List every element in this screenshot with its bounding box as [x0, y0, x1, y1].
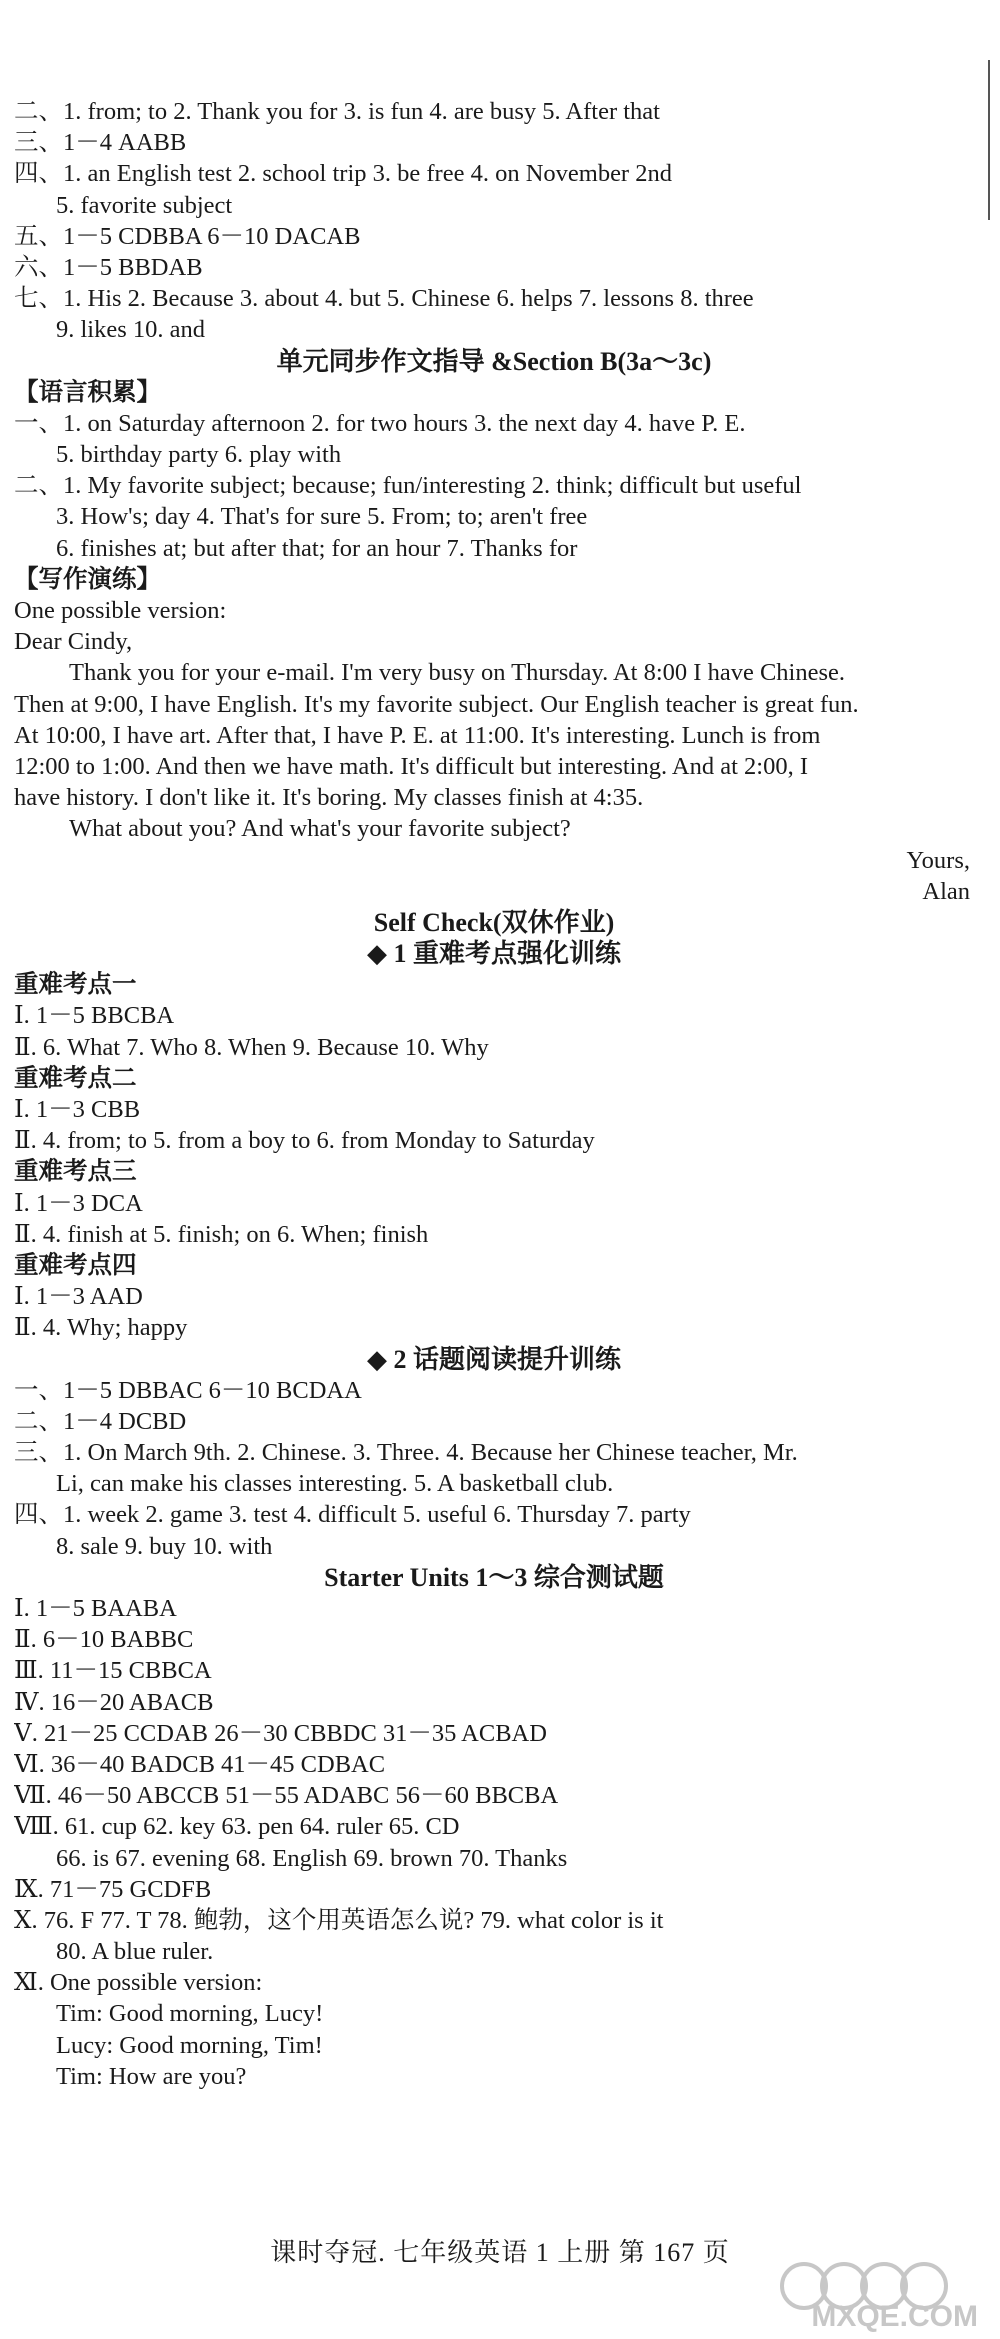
- answer-line: Li, can make his classes interesting. 5. A basketball club.: [56, 1470, 614, 1498]
- answer-line: Ⅱ. 6－10 BABBC: [14, 1626, 194, 1654]
- answer-line: Starter Units 1～3 综合测试题: [324, 1562, 664, 1592]
- answer-line: 一、1－5 DBBAC 6－10 BCDAA: [14, 1376, 362, 1404]
- answer-line: Ⅷ. 61. cup 62. key 63. pen 64. ruler 65. CD: [14, 1813, 460, 1841]
- answer-line: Then at 9:00, I have English. It's my favorite subject. Our English teacher is great fun.: [14, 690, 859, 718]
- answer-line: 6. finishes at; but after that; for an hour 7. Thanks for: [56, 534, 578, 562]
- answer-line: Ⅰ. 1－3 AAD: [14, 1283, 143, 1311]
- answer-line: 9. likes 10. and: [56, 316, 206, 344]
- answer-line: 二、1－4 DCBD: [14, 1407, 187, 1435]
- answer-line: 四、1. week 2. game 3. test 4. difficult 5. useful 6. Thursday 7. party: [14, 1501, 691, 1529]
- answer-line: Ⅶ. 46－50 ABCCB 51－55 ADABC 56－60 BBCBA: [14, 1782, 559, 1810]
- answer-line: Ⅱ. 6. What 7. Who 8. When 9. Because 10. Why: [14, 1033, 489, 1061]
- answer-line: 【语言积累】: [14, 378, 161, 406]
- answer-line: Tim: How are you?: [56, 2062, 247, 2090]
- answer-line: 重难考点二: [14, 1064, 137, 1092]
- answer-line: ◆ 2 话题阅读提升训练: [367, 1344, 621, 1374]
- answer-line: 三、1. On March 9th. 2. Chinese. 3. Three. 4. Because her Chinese teacher, Mr.: [14, 1439, 798, 1467]
- answer-line: Ⅰ. 1－5 BAABA: [14, 1595, 177, 1622]
- answer-line: Self Check(双休作业): [373, 907, 615, 937]
- answer-line: 12:00 to 1:00. And then we have math. It's difficult but interesting. And at 2:00, I: [14, 752, 808, 780]
- answer-line: 四、1. an English test 2. school trip 3. be free 4. on November 2nd: [14, 160, 672, 188]
- answer-line: Ⅺ. One possible version:: [14, 1969, 263, 1997]
- answer-line: ◆ 1 重难考点强化训练: [367, 939, 621, 969]
- answer-line: At 10:00, I have art. After that, I have P. E. at 11:00. It's interesting. Lunch is from: [14, 721, 821, 749]
- answer-line: 五、1－5 CDBBA 6－10 DACAB: [14, 222, 361, 250]
- answer-line: Ⅰ. 1－3 DCA: [14, 1189, 143, 1217]
- answer-line: Ⅸ. 71－75 GCDFB: [14, 1875, 212, 1903]
- answer-line: 8. sale 9. buy 10. with: [56, 1532, 273, 1560]
- answer-line: 5. birthday party 6. play with: [56, 441, 342, 469]
- answer-line: 3. How's; day 4. That's for sure 5. From; to; aren't free: [56, 503, 588, 531]
- answer-line: Ⅱ. 4. Why; happy: [14, 1314, 188, 1342]
- answer-line: Ⅱ. 4. from; to 5. from a boy to 6. from Monday to Saturday: [14, 1127, 595, 1155]
- answer-line: Ⅵ. 36－40 BADCB 41－45 CDBAC: [14, 1750, 386, 1778]
- answer-line: 二、1. from; to 2. Thank you for 3. is fun 4. are busy 5. After that: [14, 98, 660, 125]
- answer-line: Ⅰ. 1－5 BBCBA: [14, 1002, 175, 1030]
- answer-line: 单元同步作文指导 &Section B(3a～3c): [276, 346, 712, 376]
- answer-line: Ⅲ. 11－15 CBBCA: [14, 1657, 212, 1685]
- answer-line: 【写作演练】: [14, 565, 161, 593]
- answer-lines: [14, 96, 974, 2092]
- answer-line: 六、1－5 BBDAB: [14, 253, 203, 281]
- answer-line: Alan: [922, 877, 970, 905]
- answer-line: 七、1. His 2. Because 3. about 4. but 5. Chinese 6. helps 7. lessons 8. three: [14, 285, 754, 313]
- answer-line: Ⅴ. 21－25 CCDAB 26－30 CBBDC 31－35 ACBAD: [14, 1719, 547, 1747]
- watermark-logo: [776, 2248, 986, 2334]
- answer-line: have history. I don't like it. It's boring. My classes finish at 4:35.: [14, 784, 644, 812]
- answer-line: 三、1－4 AABB: [14, 129, 187, 157]
- answer-line: 66. is 67. evening 68. English 69. brown 70. Thanks: [56, 1844, 568, 1872]
- answer-line: 二、1. My favorite subject; because; fun/interesting 2. think; difficult but useful: [14, 472, 802, 500]
- answer-line: Yours,: [906, 846, 970, 874]
- margin-rule: [988, 60, 990, 220]
- watermark-text: MXQE.COM: [811, 2300, 978, 2333]
- page-footer: 课时夺冠. 七年级英语 1 上册 第 167 页: [270, 2238, 730, 2267]
- answer-line: One possible version:: [14, 597, 227, 624]
- answer-line: Ⅰ. 1－3 CBB: [14, 1096, 141, 1123]
- answer-line: Lucy: Good morning, Tim!: [56, 2031, 323, 2059]
- answer-line: 重难考点三: [14, 1158, 137, 1186]
- answer-line: Thank you for your e-mail. I'm very busy on Thursday. At 8:00 I have Chinese.: [69, 659, 846, 687]
- answer-line: Ⅱ. 4. finish at 5. finish; on 6. When; finish: [14, 1220, 429, 1248]
- answer-line: Dear Cindy,: [14, 628, 133, 656]
- answer-line: 80. A blue ruler.: [56, 1938, 214, 1966]
- answer-line: Ⅹ. 76. F 77. T 78. 鲍勃，这个用英语怎么说? 79. what color is it: [14, 1906, 664, 1934]
- answer-line: What about you? And what's your favorite subject?: [69, 815, 571, 843]
- answer-line: Ⅳ. 16－20 ABACB: [14, 1688, 214, 1716]
- answer-line: 一、1. on Saturday afternoon 2. for two hours 3. the next day 4. have P. E.: [14, 409, 746, 437]
- answer-line: 重难考点一: [14, 971, 137, 999]
- answer-line: 重难考点四: [14, 1251, 137, 1279]
- answer-line: 5. favorite subject: [56, 191, 233, 219]
- answer-line: Tim: Good morning, Lucy!: [56, 2000, 324, 2028]
